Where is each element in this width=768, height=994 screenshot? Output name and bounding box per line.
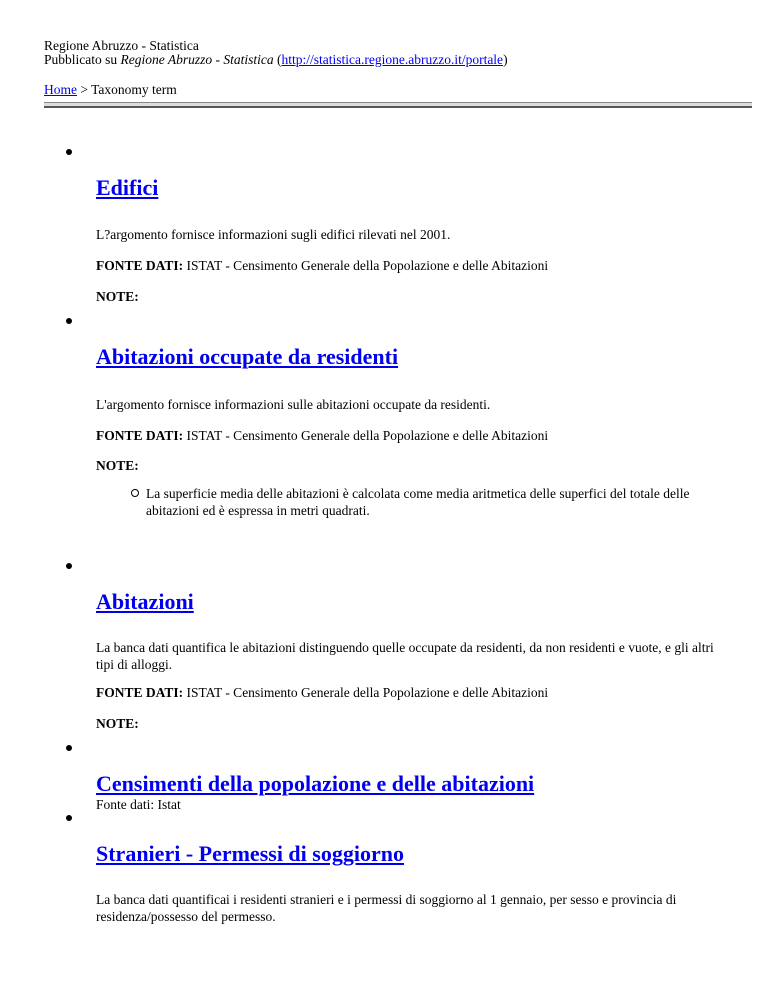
item-note-label: NOTE: bbox=[96, 716, 139, 731]
item-title-link[interactable]: Stranieri - Permessi di soggiorno bbox=[96, 841, 404, 866]
item-description: L'argomento fornisce informazioni sulle abitazioni occupate da residenti. bbox=[96, 397, 491, 412]
portal-link[interactable]: http://statistica.regione.abruzzo.it/portale bbox=[281, 52, 504, 67]
site-name: Regione Abruzzo - Statistica bbox=[44, 38, 199, 53]
breadcrumb: Home > Taxonomy term bbox=[44, 82, 177, 97]
item-description: La banca dati quantificai i residenti stranieri e i permessi di soggiorno al 1 gennaio, per sesso e provincia di residenza/possesso del permesso. bbox=[96, 892, 677, 924]
item-title-link[interactable]: Edifici bbox=[96, 175, 159, 200]
breadcrumb-current: Taxonomy term bbox=[91, 82, 177, 97]
circle-bullet-icon bbox=[131, 489, 139, 497]
item-fonte: FONTE DATI: ISTAT - Censimento Generale della Popolazione e delle Abitazioni bbox=[96, 685, 549, 700]
item-fonte: FONTE DATI: ISTAT - Censimento Generale della Popolazione e delle Abitazioni bbox=[96, 428, 549, 443]
item-title-link[interactable]: Censimenti della popolazione e delle abitazioni bbox=[96, 771, 535, 796]
item-note-label: NOTE: bbox=[96, 458, 139, 473]
note-list-item: La superficie media delle abitazioni è calcolata come media aritmetica delle superfici del totale delle abitazioni ed è espressa in metri quadrati. bbox=[146, 486, 690, 518]
item-note-label: NOTE: bbox=[96, 289, 139, 304]
breadcrumb-home-link[interactable]: Home bbox=[44, 82, 77, 97]
bullet-icon bbox=[66, 815, 72, 821]
horizontal-rule bbox=[44, 102, 752, 108]
bullet-icon bbox=[66, 745, 72, 751]
published-on: Pubblicato su Regione Abruzzo - Statistica (http://statistica.regione.abruzzo.it/portale) bbox=[44, 52, 508, 67]
item-description: L?argomento fornisce informazioni sugli edifici rilevati nel 2001. bbox=[96, 227, 451, 242]
item-description: Fonte dati: Istat bbox=[96, 797, 181, 812]
page-header bbox=[44, 39, 508, 67]
item-fonte: FONTE DATI: ISTAT - Censimento Generale della Popolazione e delle Abitazioni bbox=[96, 258, 549, 273]
bullet-icon bbox=[66, 318, 72, 324]
item-title-link[interactable]: Abitazioni occupate da residenti bbox=[96, 344, 399, 369]
item-title-link[interactable]: Abitazioni bbox=[96, 589, 194, 614]
bullet-icon bbox=[66, 149, 72, 155]
item-description: La banca dati quantifica le abitazioni distinguendo quelle occupate da residenti, da non residenti e vuote, e gli altri tipi di alloggi. bbox=[96, 640, 714, 672]
published-site: Regione Abruzzo - Statistica bbox=[120, 52, 274, 67]
bullet-icon bbox=[66, 563, 72, 569]
